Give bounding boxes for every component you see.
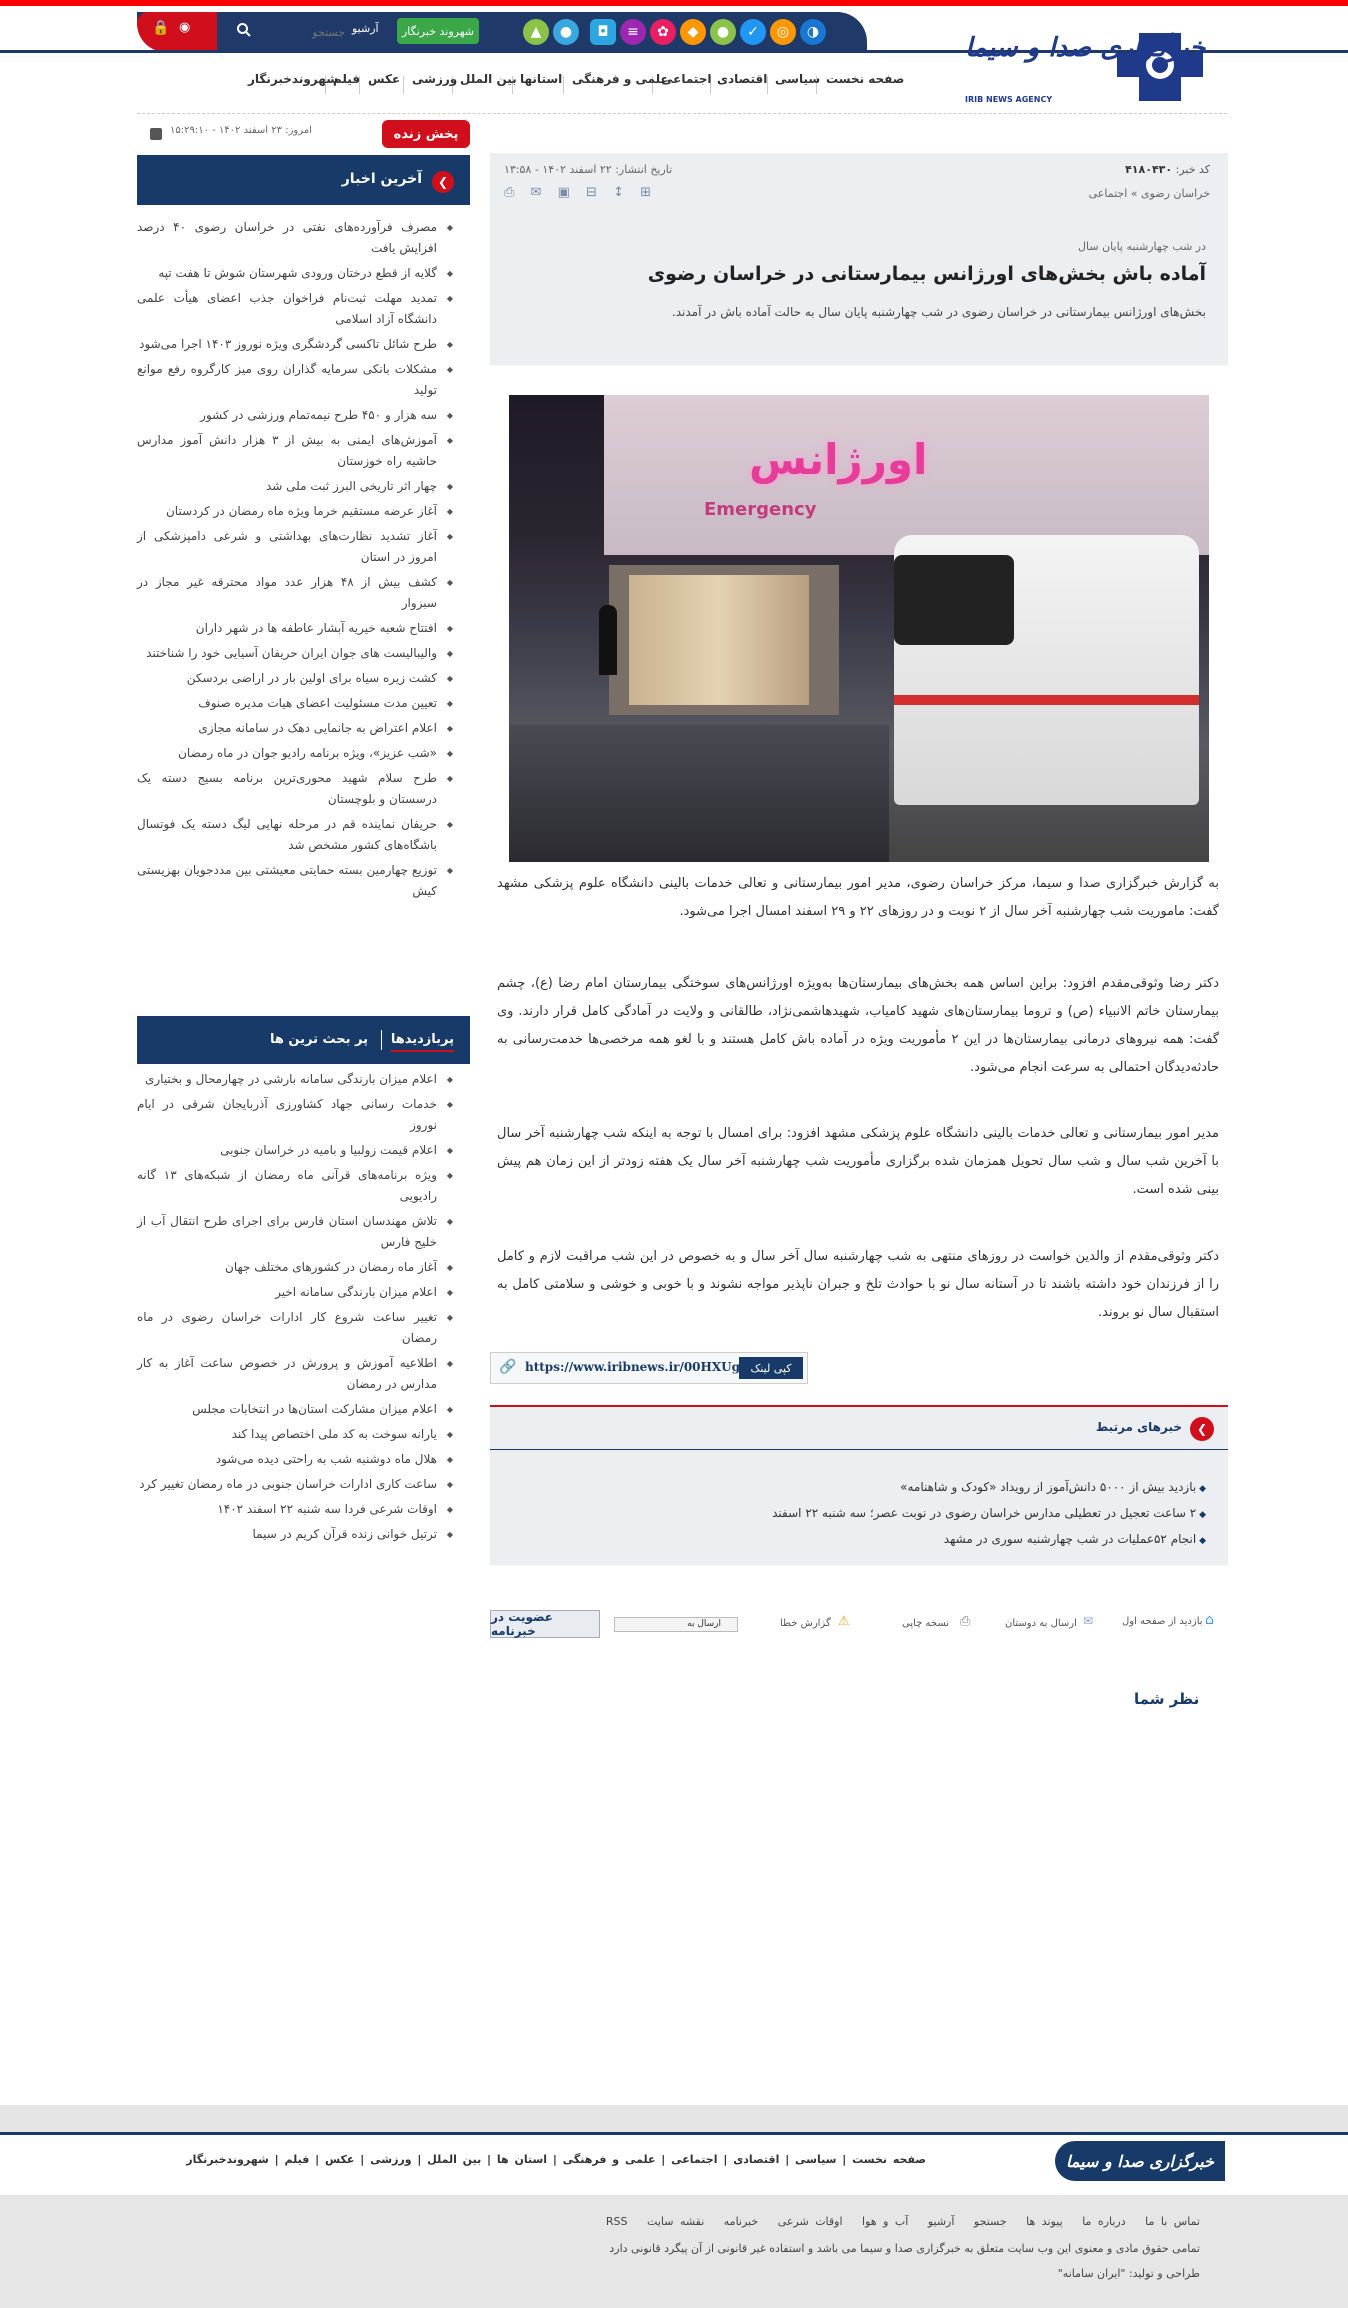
short-link-box <box>490 1352 808 1384</box>
copy-link-button[interactable]: کپی لینک <box>739 1357 803 1379</box>
article-paragraph: مدیر امور بیمارستانی و تعالی خدمات بالینی دانشگاه علوم پزشکی مشهد افزود: برای امسال با توجه به اینکه شب چهارشنبه آخر سال با آخرین شب سال و شب سال تحویل همزمان شده برگزاری مأموریت شب چهارشنبه آخر سال یک هفته زودتر از این زمان هم پیش بینی شده است. <box>497 1126 1219 1197</box>
nav-divider <box>403 76 404 94</box>
footer-nav-item[interactable]: علمی و فرهنگی <box>562 2153 656 2166</box>
list-item[interactable]: ◆ اعلام اعتراض به جانمایی دهک در سامانه مجازی <box>137 718 455 739</box>
footer-link[interactable]: تماس با ما <box>1145 2215 1200 2228</box>
comments-title: نظر شما <box>1134 1690 1200 1708</box>
related-divider <box>490 1449 1228 1450</box>
rubika-icon[interactable]: ◎ <box>770 19 796 45</box>
article-paragraph: دکتر وثوقی‌مقدم از والدین خواست در روزهای منتهی به شب چهارشنبه سال آخر سال و به خصوص در این شب مراقبت لازم و کامل را از فرزندان خود داشته باشند تا در آستانه سال نو با حوادث تلخ و جبران ناپذیر مواجه نشوند و با خوبی و خوشی و سلامتی کامل به استقبال سال نو بروند. <box>497 1249 1219 1320</box>
list-item[interactable]: ◆ تغییر ساعت شروع کار ادارات خراسان رضوی در ماه رمضان <box>137 1307 455 1349</box>
link-icon: 🔗 <box>499 1359 517 1375</box>
list-item[interactable]: ◆ کشت زیره سیاه برای اولین بار در اراضی بردسکن <box>137 668 455 689</box>
article-tools <box>504 185 657 200</box>
logo-subtitle: IRIB NEWS AGENCY <box>965 95 1053 104</box>
home-icon: ⌂ <box>1205 1612 1214 1628</box>
live-stream-button[interactable]: پخش زنده <box>382 120 470 148</box>
publish-date: تاریخ انتشار: ۲۲ اسفند ۱۴۰۲ - ۱۳:۵۸ <box>504 163 673 176</box>
top-toolbar-red-end <box>137 12 217 52</box>
photo-sign-fa: اورژانس <box>749 435 928 484</box>
nav-label: عکس <box>368 72 401 86</box>
nav-politics[interactable] <box>775 72 820 102</box>
list-item[interactable]: ◆ ترتیل خوانی زنده قرآن کریم در سیما <box>137 1524 455 1545</box>
related-item[interactable] <box>546 1475 1206 1501</box>
breadcrumb[interactable]: خراسان رضوی » اجتماعی <box>1088 187 1210 200</box>
email-icon[interactable]: ✉ <box>530 185 548 200</box>
footer-nav-item[interactable]: اقتصادی <box>733 2153 780 2166</box>
search-icon[interactable] <box>236 22 252 42</box>
print-icon: ⎙ <box>960 1614 971 1629</box>
app-icon-orange[interactable]: ◆ <box>680 19 706 45</box>
footer-nav <box>0 2133 1348 2195</box>
footer-nav-item[interactable]: ورزشی <box>370 2153 412 2166</box>
print-icon[interactable]: ⎙ <box>504 185 521 200</box>
list-item[interactable]: ◆ ساعت کاری ادارات خراسان جنوبی در ماه رمضان تغییر کرد <box>137 1474 455 1495</box>
footer-link[interactable]: جستجو <box>973 2215 1007 2228</box>
latest-news-list <box>137 217 455 906</box>
news-code <box>1125 163 1210 176</box>
bullet-icon: ◆ <box>1196 1484 1206 1494</box>
android-icon[interactable]: ▲ <box>523 19 549 45</box>
article-paragraph: دکتر رضا وثوقی‌مقدم افزود: براین اساس همه بخش‌های بیمارستان‌ها به‌ویژه اورژانس‌های سوختگی بیمارستان امام رضا (ع)، چشم بیمارستان خاتم الانبیاء (ص) و تروما بیمارستان‌های شهید کامیاب، شهیدهاشمی‌نژاد، طالقانی و ولایت در آمادگی کامل قرار دارند. وی گفت: همه نیروهای درمانی بیمارستان‌ها در این ۲ مأموریت ویژه در آماده باش کامل هستند و با لغو همه مرخصی‌ها خدمت‌رسانی به حادثه‌دیدگان احتمالی به سرعت انجام می‌شود. <box>497 976 1220 1075</box>
calendar-icon <box>150 128 162 140</box>
search-input[interactable] <box>285 21 345 43</box>
photo-entrance-light <box>629 575 809 705</box>
related-news-title: خبرهای مرتبط <box>1095 1420 1182 1434</box>
list-item[interactable]: ◆ آغاز ماه رمضان در کشورهای مختلف جهان <box>137 1257 455 1278</box>
nav-label: صفحه نخست <box>826 72 905 86</box>
latest-news-header <box>137 155 470 205</box>
related-item[interactable] <box>546 1527 1206 1553</box>
font-size-icon[interactable]: ↕ <box>613 185 630 200</box>
list-item[interactable]: ◆ یارانه سوخت به کد ملی اختصاص پیدا کند <box>137 1424 455 1445</box>
footer-link[interactable]: آرشیو <box>927 2215 955 2228</box>
article-photo <box>509 395 1209 862</box>
footer-link[interactable]: اوقات شرعی <box>777 2215 843 2228</box>
short-link-url[interactable]: https://www.iribnews.ir/00HXUg <box>525 1360 741 1374</box>
list-item[interactable]: ◆ هلال ماه دوشنبه شب به راحتی دیده می‌شود <box>137 1449 455 1470</box>
citizen-reporter-button[interactable]: شهروند خبرنگار <box>397 18 479 44</box>
logo-title: خبرگزاری صدا و سیما <box>965 33 1206 63</box>
warning-icon: ⚠ <box>838 1614 850 1629</box>
list-item[interactable]: ◆ طرح شائل تاکسی گردشگری ویژه نوروز ۱۴۰۳ اجرا می‌شود <box>137 334 455 355</box>
app-icon-green[interactable]: ● <box>710 19 736 45</box>
popular-tabs-header <box>137 1016 470 1064</box>
nav-label: ورزشی <box>412 72 458 86</box>
font-increase-icon[interactable]: ⊞ <box>640 185 658 200</box>
related-item-text: انجام ۵۲عملیات در شب چهارشنبه سوری در مشهد <box>943 1532 1197 1546</box>
tab-divider <box>381 1030 382 1050</box>
photo-person <box>599 605 617 675</box>
nav-label: شهروندخبرنگار <box>248 72 338 86</box>
list-item[interactable]: ◆ آغاز تشدید نظارت‌های بهداشتی و شرعی دامپزشکی از امروز در استان <box>137 526 455 568</box>
photo-ambulance-window <box>894 555 1014 645</box>
footer-nav-item[interactable]: سیاسی <box>795 2153 837 2166</box>
photo-ambulance-stripe <box>894 695 1199 705</box>
footer-logo[interactable] <box>1055 2141 1225 2181</box>
newsletter-subscribe-button[interactable]: عضویت در خبرنامه <box>490 1610 600 1638</box>
footer-logo-text: خبرگزاری صدا و سیما <box>1066 2151 1214 2171</box>
nav-international[interactable] <box>460 72 517 102</box>
bullet-icon: ◆ <box>1196 1536 1206 1546</box>
list-item[interactable]: ◆ اعلام قیمت زولبیا و بامیه در خراسان جنوبی <box>137 1140 455 1161</box>
footer-nav-links: صفحه نخست | سیاسی | اقتصادی | اجتماعی | علمی و فرهنگی | استان ها | بین الملل | ورزشی | عکس | فیلم | شهروندخبرنگار <box>186 2153 926 2166</box>
popular-news-list <box>137 1069 455 1549</box>
list-item[interactable]: ◆ مصرف فرآورده‌های نفتی در خراسان رضوی ۴۰ درصد افزایش یافت <box>137 217 455 259</box>
list-item[interactable]: ◆ والیبالیست های جوان ایران حریفان آسیایی خود را شناختند <box>137 643 455 664</box>
nav-citizen-reporter[interactable] <box>248 72 338 102</box>
app-icon[interactable]: ◘ <box>590 19 616 45</box>
list-item[interactable]: ◆ توزیع چهارمین بسته حمایتی معیشتی بین مددجویان بهزیستی کیش <box>137 860 455 902</box>
addtoany-share-button[interactable] <box>614 1617 738 1632</box>
header-divider <box>137 113 1227 114</box>
chevron-left-icon[interactable]: ❮ <box>432 171 454 193</box>
list-item[interactable]: ◆ تعیین مدت مسئولیت اعضای هیات مدیره صنوف <box>137 693 455 714</box>
list-item[interactable]: ◆ اعلام میزان بارندگی سامانه بارشی در چهارمحال و بختیاری <box>137 1069 455 1090</box>
archive-link[interactable]: آرشیو <box>352 22 379 35</box>
footer-link[interactable]: نقشه سایت <box>647 2215 705 2228</box>
list-item[interactable]: ◆ ویژه برنامه‌های قرآنی ماه رمضان از شبکه‌های ۱۳ گانه رادیویی <box>137 1165 455 1207</box>
list-item[interactable]: ◆ آموزش‌های ایمنی به بیش از ۳ هزار دانش آموز مدارس حاشیه راه خوزستان <box>137 430 455 472</box>
list-item[interactable]: ◆ اعلام میزان مشارکت استان‌ها در انتخابات مجلس <box>137 1399 455 1420</box>
list-item[interactable]: ◆ اوقات شرعی فردا سه شنبه ۲۲ اسفند ۱۴۰۲ <box>137 1499 455 1520</box>
nav-label: سیاسی <box>775 72 821 86</box>
tab-most-viewed[interactable]: پربازدیدها <box>391 1032 454 1052</box>
nav-label: علمی و فرهنگی <box>572 72 669 86</box>
footer-nav-item[interactable]: اجتماعی <box>671 2153 718 2166</box>
nav-label: فیلم <box>333 72 361 86</box>
aparat-icon[interactable]: ✿ <box>650 19 676 45</box>
lock-icon[interactable]: 🔒 <box>152 20 170 36</box>
nav-label: اجتماعی <box>661 72 712 86</box>
article-lead: بخش‌های اورژانس بیمارستانی در خراسان رضوی در شب چهارشنبه پایان سال به حالت آماده باش در آمدند. <box>671 305 1206 319</box>
article-paragraph: به گزارش خبرگزاری صدا و سیما، مرکز خراسان رضوی، مدیر امور بیمارستانی و تعالی خدمات بالینی دانشگاه علوم پزشکی مشهد گفت: ماموریت شب چهارشنبه آخر سال از ۲ نوبت و در روزهای ۲۲ و ۲۹ اسفند امسال اجرا می‌شود. <box>497 876 1219 919</box>
news-code-value: ۴۱۸۰۴۳۰ <box>1125 163 1173 176</box>
footer-nav-item[interactable]: بین الملل <box>427 2153 482 2166</box>
list-item[interactable]: ◆ اطلاعیه آموزش و پرورش در خصوص ساعت آغاز به کار مدارس در رمضان <box>137 1353 455 1395</box>
list-item[interactable]: ◆ تلاش مهندسان استان فارس برای اجرای طرح انتقال آب از خلیج فارس <box>137 1211 455 1253</box>
bullet-icon: ◆ <box>1196 1510 1206 1520</box>
list-item[interactable]: ◆ کشف بیش از ۴۸ هزار عدد مواد محترقه غیر مجاز در سبزوار <box>137 572 455 614</box>
email-icon: ✉ <box>1083 1614 1094 1628</box>
related-list <box>546 1475 1206 1553</box>
footer-top-line <box>0 2132 1348 2135</box>
nav-photo[interactable] <box>368 72 400 102</box>
footer-link[interactable]: درباره ما <box>1082 2215 1126 2228</box>
nav-home[interactable] <box>826 72 904 102</box>
footer-nav-item[interactable]: شهروندخبرنگار <box>186 2153 269 2166</box>
news-code-label: کد خبر: <box>1175 163 1210 176</box>
today-date: امروز: ۲۳ اسفند ۱۴۰۲ - ۱۵:۲۹:۱۰ <box>170 125 312 136</box>
footer-nav-item[interactable]: استان ها <box>496 2153 548 2166</box>
list-item[interactable]: ◆ «شب عزیز»، ویژه برنامه رادیو جوان در ماه رمضان <box>137 743 455 764</box>
list-item[interactable]: ◆ افتتاح شعبه خیریه آبشار عاطفه ها در شهر داران <box>137 618 455 639</box>
article-header <box>490 153 1228 365</box>
rss-icon[interactable]: ◉ <box>179 20 191 35</box>
nav-sports[interactable] <box>412 72 457 102</box>
apple-icon[interactable]: ● <box>553 19 579 45</box>
telegram-icon[interactable]: ✓ <box>740 19 766 45</box>
home-visit-link[interactable]: بازدید از صفحه اول <box>1122 1616 1203 1627</box>
save-icon[interactable]: ▣ <box>557 185 576 200</box>
article-title: آماده باش بخش‌های اورژانس بیمارستانی در خراسان رضوی <box>647 263 1206 285</box>
footer-bottom <box>0 2195 1348 2308</box>
footer-link[interactable]: پیوند ها <box>1026 2215 1063 2228</box>
list-item[interactable]: ◆ چهار اثر تاریخی البرز ثبت ملی شد <box>137 476 455 497</box>
footer-nav-item[interactable]: صفحه نخست <box>852 2153 926 2166</box>
related-item-text: ۲ ساعت تعجیل در تعطیلی مدارس خراسان رضوی در نوبت عصر؛ سه شنبه ۲۲ اسفند <box>772 1506 1197 1520</box>
footer-designer[interactable]: طراحی و تولید: "ایران سامانه" <box>1057 2267 1200 2280</box>
list-item[interactable]: ◆ سه هزار و ۴۵۰ طرح نیمه‌تمام ورزشی در کشور <box>137 405 455 426</box>
tab-most-discussed[interactable]: پر بحث ترین ها <box>269 1032 368 1047</box>
photo-ground <box>509 725 889 862</box>
print-version-link[interactable]: نسخه چاپی <box>902 1618 950 1629</box>
top-accent-line <box>0 0 1348 6</box>
nav-label: استانها <box>520 72 563 86</box>
related-item[interactable] <box>546 1501 1206 1527</box>
footer-nav-item[interactable]: فیلم <box>284 2153 310 2166</box>
footer-links <box>606 2215 1200 2228</box>
photo-sign-en: Emergency <box>704 499 817 520</box>
nav-provinces[interactable] <box>520 72 562 102</box>
related-news <box>490 1405 1228 1565</box>
list-item[interactable]: ◆ تمدید مهلت ثبت‌نام فراخوان جذب اعضای هیأت علمی دانشگاه آزاد اسلامی <box>137 288 455 330</box>
send-to-friends-link[interactable]: ارسال به دوستان <box>1005 1618 1077 1629</box>
list-item[interactable]: ◆ حریفان نماینده قم در مرحله نهایی لیگ دسته یک فوتسال باشگاه‌های کشور مشخص شد <box>137 814 455 856</box>
report-error-link[interactable]: گزارش خطا <box>780 1618 831 1629</box>
article-kicker: در شب چهارشنبه پایان سال <box>1078 240 1206 253</box>
footer-nav-item[interactable]: عکس <box>324 2153 355 2166</box>
list-item[interactable]: ◆ طرح سلام شهید محوری‌ترین برنامه بسیج دسته یک درسستان و بلوچستان <box>137 768 455 810</box>
app-icon-purple[interactable]: ≡ <box>620 19 646 45</box>
share-label: ارسال به <box>687 1619 721 1629</box>
footer-copyright: تمامی حقوق مادی و معنوی این وب سایت متعلق به خبرگزاری صدا و سیما می باشد و استفاده غیر قانونی از آن پیگرد قانونی دارد <box>609 2242 1200 2255</box>
nav-economy[interactable] <box>717 72 767 102</box>
latest-news-title: آخرین اخبار <box>341 171 422 187</box>
site-logo[interactable] <box>960 25 1210 105</box>
related-item-text: بازدید بیش از ۵۰۰۰ دانش‌آموز از رویداد «کودک و شاهنامه» <box>900 1480 1197 1494</box>
footer-link[interactable]: آب و هوا <box>862 2215 909 2228</box>
list-item[interactable]: ◆ آغاز عرضه مستقیم خرما ویژه ماه رمضان در کردستان <box>137 501 455 522</box>
footer-top-strip <box>0 2105 1348 2133</box>
nav-culture[interactable] <box>572 72 669 102</box>
footer-link[interactable]: خبرنامه <box>723 2215 759 2228</box>
list-item[interactable]: ◆ خدمات رسانی جهاد کشاورزی آذربایجان شرقی در ایام نوروز <box>137 1094 455 1136</box>
list-item[interactable]: ◆ مشکلات بانکی سرمایه گذاران روی میز کارگروه رفع موانع تولید <box>137 359 455 401</box>
nav-label: اقتصادی <box>717 72 768 86</box>
list-item[interactable]: ◆ گلایه از قطع درختان ورودی شهرستان شوش تا هفت تپه <box>137 263 455 284</box>
chevron-left-icon: ❮ <box>1190 1417 1214 1441</box>
nav-divider <box>563 76 564 94</box>
list-item[interactable]: ◆ اعلام میزان بارندگی سامانه اخیر <box>137 1282 455 1303</box>
nav-label: بین الملل <box>460 72 517 86</box>
font-decrease-icon[interactable]: ⊟ <box>586 185 603 200</box>
footer-link[interactable]: RSS <box>605 2215 628 2228</box>
bale-icon[interactable]: ◑ <box>800 19 826 45</box>
